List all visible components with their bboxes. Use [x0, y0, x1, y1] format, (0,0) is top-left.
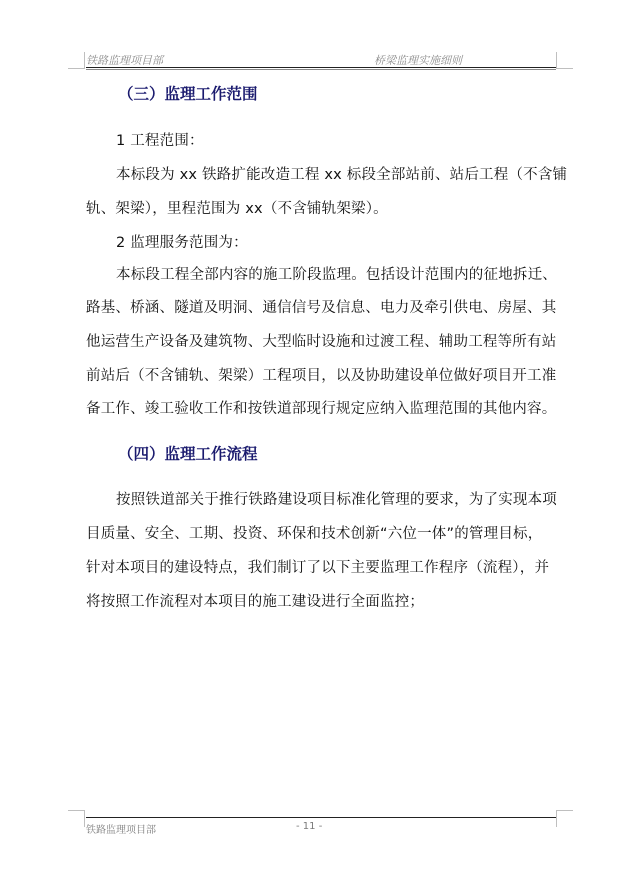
- paragraph-line: 按照铁道部关于推行铁路建设项目标准化管理的要求，为了实现本项: [116, 492, 557, 508]
- crop-mark-top-right: [556, 52, 573, 69]
- header-right-text: 桥梁监理实施细则: [374, 54, 462, 67]
- paragraph-line: 本标段为 xx 铁路扩能改造工程 xx 标段全部站前、站后工程（不含铺: [116, 167, 568, 183]
- paragraph-line: 备工作、竣工验收工作和按铁道部现行规定应纳入监理范围的其他内容。: [86, 401, 557, 417]
- page-number: - 11 -: [296, 821, 323, 832]
- header-rule-thin: [86, 69, 556, 70]
- paragraph-line: 本标段工程全部内容的施工阶段监理。包括设计范围内的征地拆迁、: [116, 267, 557, 283]
- crop-mark-bottom-right: [556, 810, 573, 827]
- section-heading-scope: （三）监理工作范围: [118, 85, 258, 103]
- section-heading-workflow: （四）监理工作流程: [118, 445, 258, 463]
- paragraph-line: 他运营生产设备及建筑物、大型临时设施和过渡工程、辅助工程等所有站: [86, 334, 557, 350]
- paragraph-line: 轨、架梁），里程范围为 xx（不含铺轨架梁）。: [86, 201, 388, 217]
- paragraph-line: 针对本项目的建设特点，我们制订了以下主要监理工作程序（流程），并: [86, 560, 550, 576]
- paragraph-line: 路基、桥涵、隧道及明洞、通信信号及信息、电力及牵引供电、房屋、其: [86, 300, 557, 316]
- paragraph-line: 目质量、安全、工期、投资、环保和技术创新“六位一体”的管理目标，: [86, 526, 543, 542]
- paragraph-line: 将按照工作流程对本项目的施工建设进行全面监控；: [86, 594, 425, 610]
- footer-rule: [86, 817, 556, 818]
- footer-left-text: 铁路监理项目部: [86, 825, 156, 836]
- paragraph-line: 前站后（不含铺轨、架梁）工程项目，以及协助建设单位做好项目开工准: [86, 368, 557, 384]
- header-rule: [86, 67, 556, 68]
- paragraph-line: 2 监理服务范围为：: [116, 235, 248, 251]
- crop-mark-top-left: [68, 52, 85, 69]
- paragraph-line: 1 工程范围：: [116, 133, 204, 149]
- crop-mark-bottom-left: [68, 810, 85, 827]
- header-left-text: 铁路监理项目部: [86, 54, 163, 67]
